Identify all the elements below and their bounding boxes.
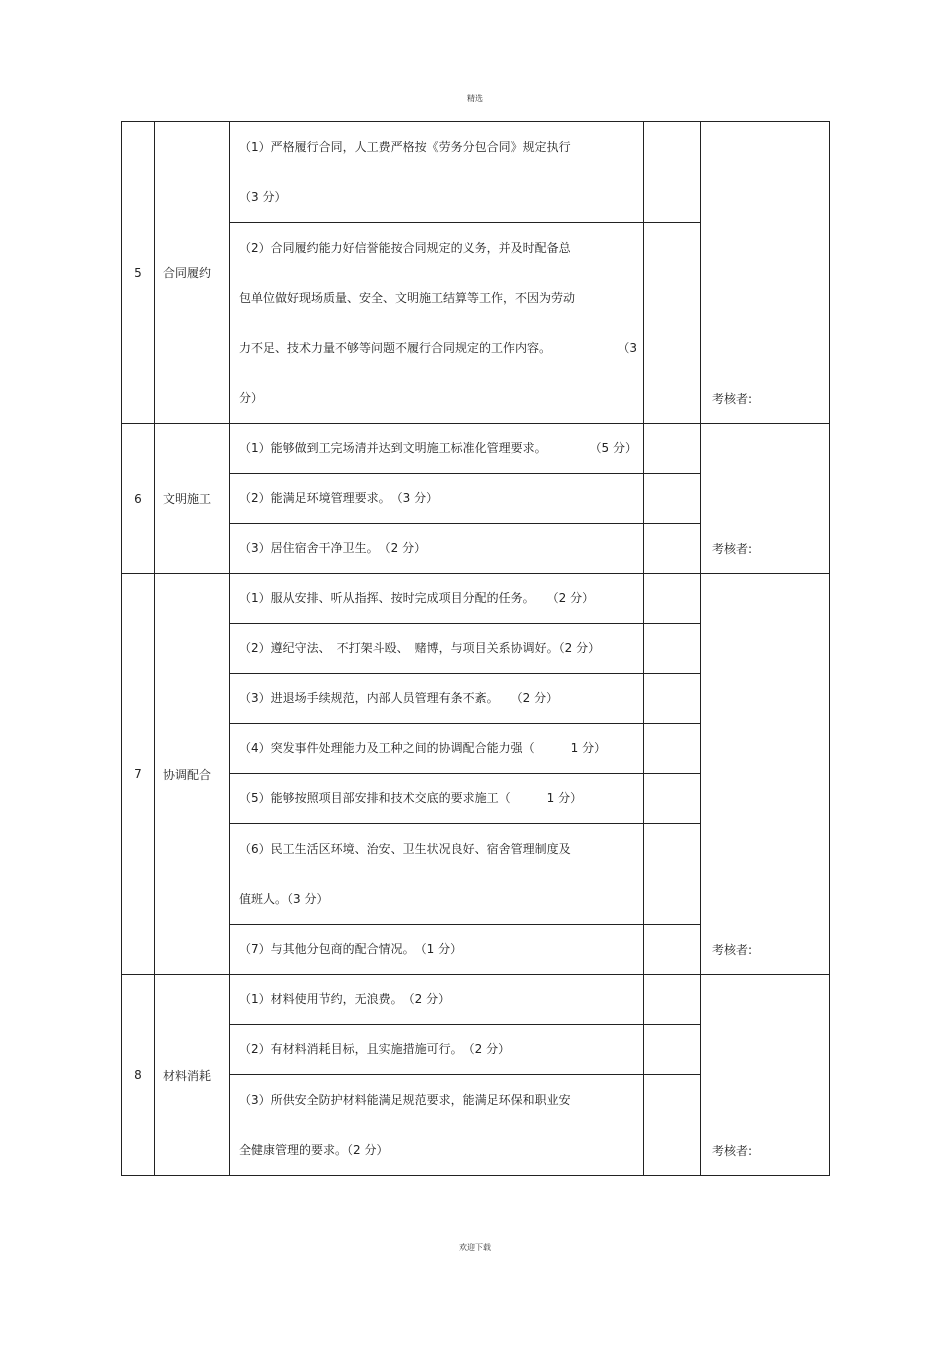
section-category: 协调配合 xyxy=(155,574,230,975)
criterion-text: （2）能满足环境管理要求。 （3 分） xyxy=(239,491,439,505)
score-cell[interactable] xyxy=(644,724,701,774)
criterion-line xyxy=(239,1025,637,1074)
table-row xyxy=(122,574,830,624)
criterion-text: 值班人。（3 分） xyxy=(239,892,329,906)
score-cell[interactable] xyxy=(644,1025,701,1075)
criterion-cell xyxy=(230,824,644,925)
score-cell[interactable] xyxy=(644,1075,701,1176)
criterion-line xyxy=(239,1125,637,1175)
section-category: 材料消耗 xyxy=(155,975,230,1176)
criterion-text: （3 分） xyxy=(239,190,287,204)
criterion-text: （2）合同履约能力好信誉能按合同规定的义务，并及时配备总 xyxy=(239,241,571,255)
reviewer-cell: 考核者: xyxy=(701,122,830,424)
criterion-line xyxy=(239,223,637,273)
criterion-cell xyxy=(230,223,644,424)
criterion-text: （1）材料使用节约，无浪费。 （2 分） xyxy=(239,992,451,1006)
criterion-line xyxy=(239,624,637,673)
score-cell[interactable] xyxy=(644,574,701,624)
criterion-text: （5）能够按照项目部安排和技术交底的要求施工（ 1 分） xyxy=(239,791,583,805)
score-cell[interactable] xyxy=(644,424,701,474)
criterion-text: （3）居住宿舍干净卫生。 （2 分） xyxy=(239,541,427,555)
table-body xyxy=(122,122,830,1176)
criterion-line xyxy=(239,424,637,473)
criterion-cell xyxy=(230,1075,644,1176)
criterion-cell xyxy=(230,424,644,474)
criterion-text: （7）与其他分包商的配合情况。 （1 分） xyxy=(239,942,463,956)
criterion-text: （3）进退场手续规范，内部人员管理有条不紊。 （2 分） xyxy=(239,691,559,705)
score-cell[interactable] xyxy=(644,524,701,574)
criterion-cell xyxy=(230,624,644,674)
criterion-line xyxy=(239,373,637,423)
score-cell[interactable] xyxy=(644,925,701,975)
criterion-line xyxy=(239,273,637,323)
score-cell[interactable] xyxy=(644,474,701,524)
criterion-line xyxy=(239,1075,637,1125)
criterion-line xyxy=(239,574,637,623)
score-cell[interactable] xyxy=(644,624,701,674)
criterion-cell xyxy=(230,975,644,1025)
criterion-line xyxy=(239,975,637,1024)
section-category: 合同履约 xyxy=(155,122,230,424)
criterion-line xyxy=(239,874,637,924)
criterion-cell xyxy=(230,122,644,223)
criterion-line xyxy=(239,774,637,823)
criterion-line xyxy=(239,172,637,222)
criterion-text: 分） xyxy=(239,391,264,405)
section-number: 7 xyxy=(122,574,155,975)
table-row xyxy=(122,122,830,223)
criterion-line xyxy=(239,122,637,172)
criterion-cell xyxy=(230,925,644,975)
criterion-line xyxy=(239,824,637,874)
page-footer: 欢迎下载 xyxy=(459,1243,491,1252)
criterion-text: 包单位做好现场质量、安全、文明施工结算等工作，不因为劳动 xyxy=(239,291,576,305)
criterion-text: （1）严格履行合同，人工费严格按《劳务分包合同》规定执行 xyxy=(239,140,571,154)
section-number: 8 xyxy=(122,975,155,1176)
criterion-text: （3）所供安全防护材料能满足规范要求，能满足环保和职业安 xyxy=(239,1093,571,1107)
criterion-text: （6）民工生活区环境、治安、卫生状况良好、宿舍管理制度及 xyxy=(239,842,571,856)
criterion-points: （3 xyxy=(617,341,637,355)
criterion-text: （1）能够做到工完场清并达到文明施工标准化管理要求。 xyxy=(239,441,547,455)
score-cell[interactable] xyxy=(644,674,701,724)
score-cell[interactable] xyxy=(644,824,701,925)
criterion-line xyxy=(239,925,637,974)
reviewer-cell: 考核者: xyxy=(701,975,830,1176)
criterion-line xyxy=(239,524,637,573)
criterion-cell xyxy=(230,474,644,524)
section-category: 文明施工 xyxy=(155,424,230,574)
criterion-text: （2）有材料消耗目标，且实施措施可行。 （2 分） xyxy=(239,1042,511,1056)
criterion-line xyxy=(239,674,637,723)
criterion-cell xyxy=(230,524,644,574)
criterion-text: （1）服从安排、听从指挥、按时完成项目分配的任务。 （2 分） xyxy=(239,591,595,605)
criterion-text: （2）遵纪守法、 不打架斗殴、 赌博，与项目关系协调好。（2 分） xyxy=(239,641,601,655)
score-cell[interactable] xyxy=(644,223,701,424)
criterion-points: （5 分） xyxy=(589,441,637,455)
reviewer-cell: 考核者: xyxy=(701,574,830,975)
section-number: 6 xyxy=(122,424,155,574)
evaluation-table xyxy=(121,121,830,1176)
reviewer-cell: 考核者: xyxy=(701,424,830,574)
score-cell[interactable] xyxy=(644,122,701,223)
criterion-cell xyxy=(230,574,644,624)
criterion-text: 全健康管理的要求。（2 分） xyxy=(239,1143,389,1157)
criterion-cell xyxy=(230,774,644,824)
score-cell[interactable] xyxy=(644,975,701,1025)
criterion-line xyxy=(239,474,637,523)
criterion-text: （4）突发事件处理能力及工种之间的协调配合能力强（ 1 分） xyxy=(239,741,607,755)
criterion-cell xyxy=(230,724,644,774)
page-header: 精选 xyxy=(467,94,483,103)
criterion-line xyxy=(239,323,637,373)
score-cell[interactable] xyxy=(644,774,701,824)
criterion-text: 力不足、技术力量不够等问题不履行合同规定的工作内容。 xyxy=(239,341,552,355)
criterion-cell xyxy=(230,674,644,724)
table-row xyxy=(122,975,830,1025)
section-number: 5 xyxy=(122,122,155,424)
criterion-cell xyxy=(230,1025,644,1075)
table-row xyxy=(122,424,830,474)
criterion-line xyxy=(239,724,637,773)
